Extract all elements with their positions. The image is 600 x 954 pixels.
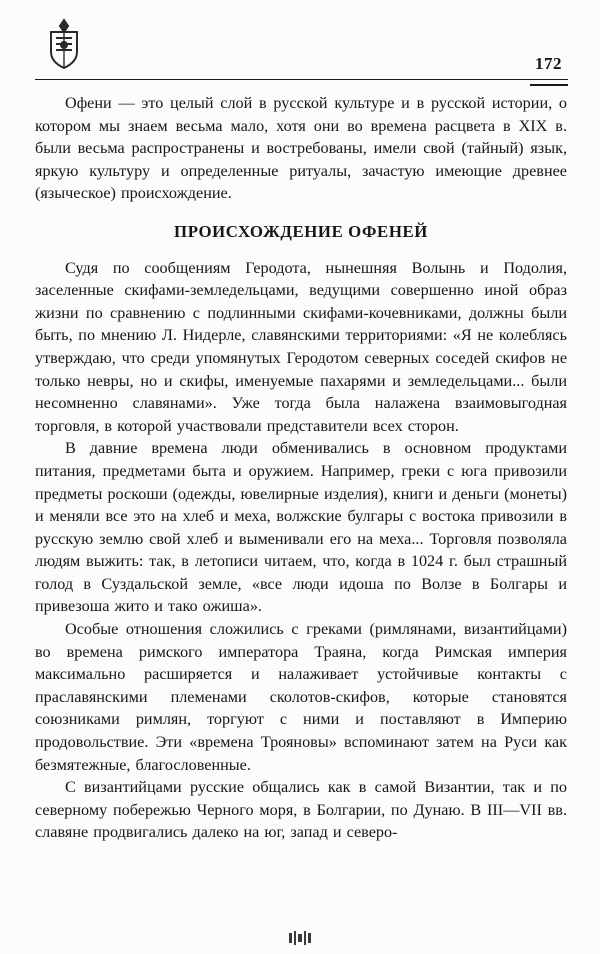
paragraph-intro: Офени — это целый слой в русской культуре и в русской истории, о котором мы знаем весьма мало, хотя они во времена расцвета в XIX в. были весьма распространены и востребованы, имели свой (тайный) язык, яркую культуру и определенные ритуалы, зачастую имеющие древнее (языческое) происхождение. — [35, 94, 567, 203]
paragraph-1: Судя по сообщениям Геродота, нынешняя Волынь и Подолия, заселенные скифами-земледельцами, ведущими совершенно иной образ жизни по сравнению с подлинными скифами-кочевниками, должны были быть, по мнению Л. Нидерле, славянскими территориями: «Я не колеблясь утверждаю, что среди упомянутых Геродотом северных соседей скифов не только невры, но и скифы, именуемые пахарями и земледельцами... были несомненно славянами». Уже тогда была налажена взаимовыгодная торговля, в которой участвовали представители всех сторон. — [35, 258, 567, 435]
press-mark-icon — [287, 930, 313, 946]
page-number: 172 — [535, 54, 562, 73]
paragraph-4: С византийцами русские общались как в самой Византии, так и по северному побережью Черного моря, в Болгарии, по Дунаю. В III—VII вв. славяне продвигались далеко на юг, запад и северо- — [35, 778, 567, 842]
paragraph-2: В давние времена люди обменивались в основном продуктами питания, предметами быта и оружием. Например, греки с юга привозили предметы роскоши (одежды, ювелирные изделия), книги и деньги (монеты) и меняли все это на хлеб и меха, волжские булгары с востока привозили в русскую землю свой хлеб и выменивали его на меха... Торговля позволяла людям выжить: так, в летописи читаем, что, когда в 1024 г. был страшный голод в Суздальской земле, «все люди идоша по Волзе в Болгары и привезоша жито и тако ожиша». — [35, 439, 567, 616]
header-rule — [35, 79, 568, 80]
section-heading: ПРОИСХОЖДЕНИЕ ОФЕНЕЙ — [174, 221, 428, 241]
page-header — [35, 18, 568, 78]
page-number-underline — [530, 84, 568, 86]
paragraph-3: Особые отношения сложились с греками (римлянами, византийцами) во времена римского императора Траяна, когда Римская империя максимально расширяется и налаживает устойчивые контакты с праславянскими племенами сколотов-скифов, которые становятся союзниками римлян, торгуют с ними и поставляют в Империю продовольствие. Эти «времена Трояновы» вспоминают затем на Руси как безмятежные, благословенные. — [35, 620, 567, 774]
page-body — [35, 92, 567, 844]
publisher-crest-icon — [43, 18, 85, 70]
